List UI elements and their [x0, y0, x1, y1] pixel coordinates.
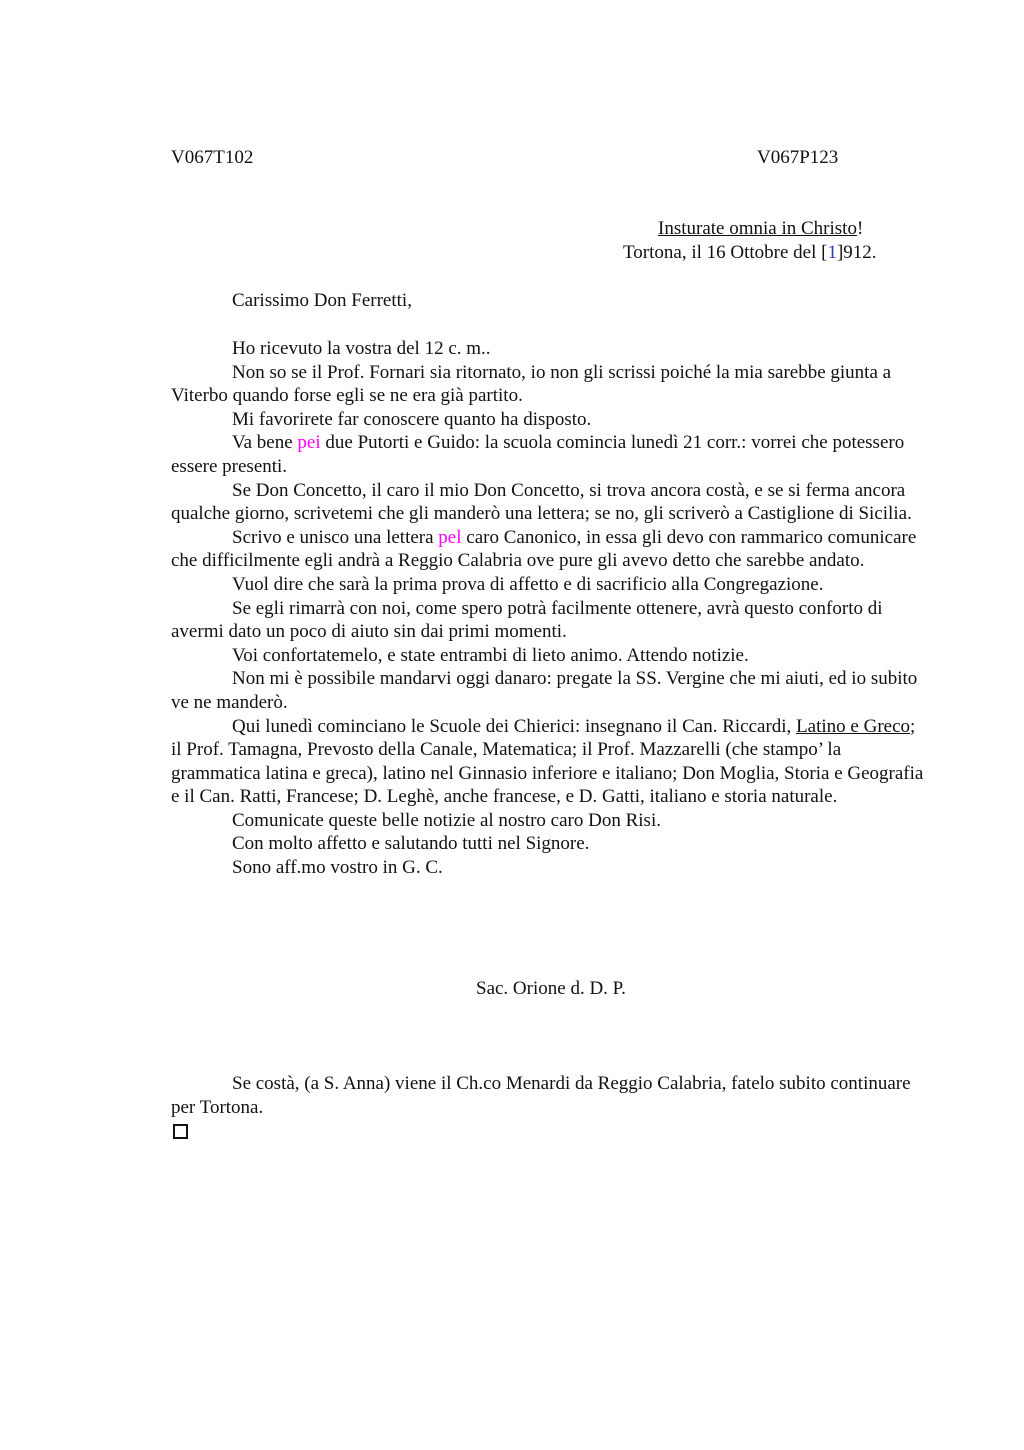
paragraph-3: Mi favorirete far conoscere quanto ha disposto.: [232, 408, 592, 430]
highlight-pel: pel: [438, 526, 462, 548]
paragraph-13: Con molto affetto e salutando tutti nel Signore.: [232, 833, 590, 855]
signature: Sac. Orione d. D. P.: [476, 978, 626, 999]
dateline-after: ]912.: [836, 242, 877, 263]
paragraph-8: Se egli rimarrà con noi, come spero potrà facilmente ottenere, avrà questo conforto di avermi dato un poco di aiuto sin dai primi momenti.: [171, 597, 883, 643]
paragraph-6: [171, 526, 927, 573]
motto-line: [658, 217, 863, 241]
paragraph-7: Vuol dire che sarà la prima prova di affetto e di sacrificio alla Congregazione.: [232, 573, 824, 595]
underlined-subjects: Latino e Greco: [796, 715, 911, 737]
postscript-text: Se costà, (a S. Anna) viene il Ch.co Menardi da Reggio Calabria, fatelo subito continuare per Tortona.: [171, 1073, 911, 1118]
paragraph-4-start: Va bene: [232, 432, 298, 454]
archive-code-left: V067T102: [171, 147, 254, 168]
paragraph-10: Non mi è possibile mandarvi oggi danaro: pregate la SS. Vergine che mi aiuti, ed io subito ve ne manderò.: [171, 668, 918, 713]
paragraph-5: Se Don Concetto, il caro il mio Don Concetto, si trova ancora costà, e se si ferma ancora qualche giorno, scrivetemi che gli manderò una lettera; se no, gli scriverò a Castiglione di Sicilia.: [171, 479, 912, 525]
paragraph-11-rest: ; il Prof. Tamagna, Prevosto della Canale, Matematica; il Prof. Mazzarelli (che stampo’ la grammatica latina e greca), latino nel Ginnasio inferiore e italiano; Don Moglia, Storia e Geografia e il Can. Ratti, Francese; D. Leghè, anche francese, e D. Gatti, italiano e storia naturale.: [171, 715, 924, 808]
paragraph-11: [171, 715, 927, 809]
dateline-before: Tortona, il 16 Ottobre del [: [623, 242, 828, 263]
paragraph-2: Non so se il Prof. Fornari sia ritornato, io non gli scrissi poiché la mia sarebbe giunta a Viterbo quando forse egli se ne era già partito.: [171, 361, 892, 407]
dateline-bracket-digit: 1: [827, 242, 837, 263]
paragraph-11-start: Qui lunedì cominciano le Scuole dei Chierici: insegnano il Can. Riccardi,: [232, 715, 797, 737]
square-box-icon: [173, 1124, 188, 1139]
archive-code-right: V067P123: [757, 147, 839, 168]
highlight-pei: pei: [297, 432, 321, 454]
paragraph-6-rest: caro Canonico, in essa gli devo con rammarico comunicare che difficilmente egli andrà a Reggio Calabria ove pure gli avevo detto che sarebbe andato.: [171, 526, 917, 572]
postscript: [171, 1072, 927, 1119]
paragraph-4: [171, 431, 927, 478]
salutation: Carissimo Don Ferretti,: [232, 290, 412, 311]
paragraph-9: Voi confortatemelo, e state entrambi di lieto animo. Attendo notizie.: [232, 644, 749, 666]
paragraph-14: Sono aff.mo vostro in G. C.: [232, 857, 443, 879]
paragraph-6-start: Scrivo e unisco una lettera: [232, 526, 439, 548]
paragraph-4-rest: due Putorti e Guido: la scuola comincia lunedì 21 corr.: vorrei che potessero essere presenti.: [171, 432, 905, 477]
paragraph-12: Comunicate queste belle notizie al nostro caro Don Risi.: [232, 809, 661, 831]
motto-punct: !: [856, 218, 864, 239]
motto-text: Insturate omnia in Christo: [658, 218, 857, 239]
letter-body: [171, 337, 927, 880]
dateline: [623, 241, 877, 265]
paragraph-1: Ho ricevuto la vostra del 12 c. m..: [232, 338, 491, 359]
